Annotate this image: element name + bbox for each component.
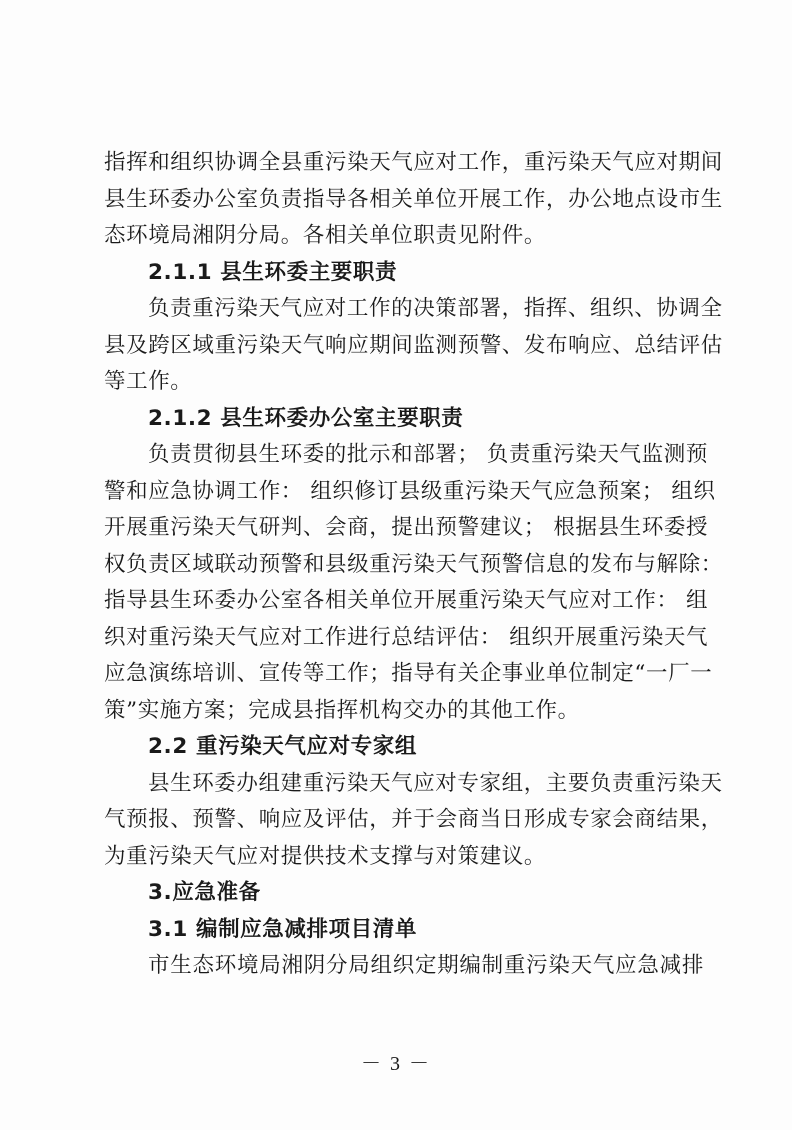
paragraph-line: 开展重污染天气研判、会商，提出预警建议； 根据县生环委授 — [104, 515, 709, 540]
paragraph-line: 市生态环境局湘阴分局组织定期编制重污染天气应急减排 — [148, 953, 704, 978]
paragraph-line: 县及跨区域重污染天气响应期间监测预警、发布响应、总结评估 — [104, 332, 723, 358]
paragraph-line: 指导县生环委办公室各相关单位开展重污染天气应对工作： 组 — [104, 588, 709, 613]
paragraph-line: 负责贯彻县生环委的批示和部署； 负责重污染天气监测预 — [148, 442, 708, 467]
paragraph-line: 警和应急协调工作： 组织修订县级重污染天气应急预案； 组织 — [104, 478, 716, 504]
paragraph-line: 县生环委办组建重污染天气应对专家组，主要负责重污染天 — [148, 770, 723, 796]
paragraph-line: 织对重污染天气应对工作进行总结评估： 组织开展重污染天气 — [104, 624, 709, 650]
paragraph-line: 县生环委办公室负责指导各相关单位开展工作，办公地点设市生 — [104, 186, 723, 212]
paragraph-line: 负责重污染天气应对工作的决策部署，指挥、组织、协调全 — [148, 296, 723, 321]
section-heading: 3.应急准备 — [148, 880, 261, 905]
paragraph-line: 气预报、预警、响应及评估，并于会商当日形成专家会商结果， — [104, 807, 723, 832]
paragraph-line: 态环境局湘阴分局。各相关单位职责见附件。 — [104, 223, 547, 248]
paragraph-line: 为重污染天气应对提供技术支撑与对策建议。 — [104, 843, 547, 869]
document-body — [104, 145, 723, 985]
section-heading: 3.1 编制应急减排项目清单 — [148, 916, 417, 942]
section-heading: 2.1.2 县生环委办公室主要职责 — [148, 405, 464, 431]
section-heading: 2.1.1 县生环委主要职责 — [148, 259, 398, 285]
paragraph-line: 等工作。 — [104, 369, 193, 394]
page-number: － 3 － — [361, 1053, 431, 1075]
paragraph-line: 策”实施方案；完成县指挥机构交办的其他工作。 — [104, 697, 580, 723]
paragraph-line: 权负责区域联动预警和县级重污染天气预警信息的发布与解除： — [104, 551, 723, 577]
section-heading: 2.2 重污染天气应对专家组 — [148, 734, 417, 759]
paragraph-line: 指挥和组织协调全县重污染天气应对工作，重污染天气应对期间 — [104, 150, 723, 175]
paragraph-line: 应急演练培训、宣传等工作；指导有关企事业单位制定“一厂一 — [104, 661, 713, 686]
